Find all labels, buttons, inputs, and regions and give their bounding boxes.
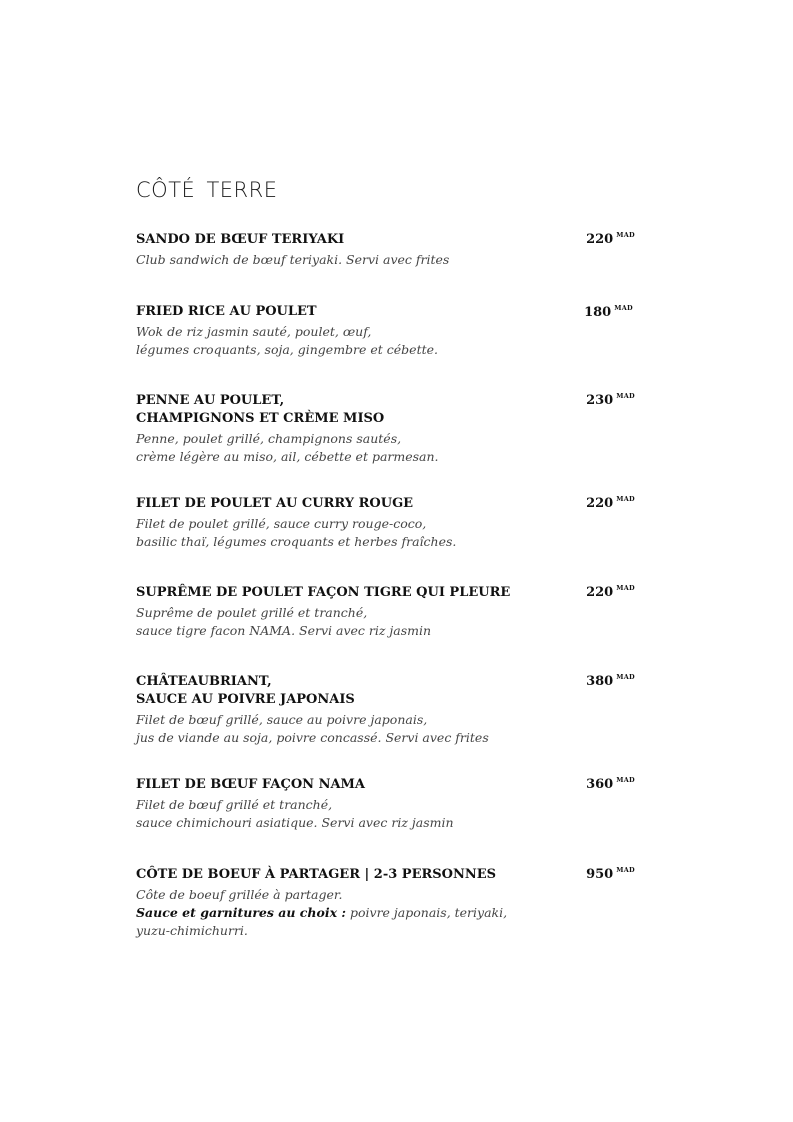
price-value: 230 bbox=[586, 393, 614, 408]
item-description-line: Filet de bœuf grillé et tranché, bbox=[136, 797, 333, 812]
item-name-line: CHÂTEAUBRIANT, bbox=[136, 674, 272, 689]
item-price bbox=[584, 304, 633, 323]
item-price bbox=[586, 231, 635, 250]
item-description-line: Club sandwich de bœuf teriyaki. Servi avec frites bbox=[136, 252, 450, 267]
item-description-line: sauce tigre facon NAMA. Servi avec riz jasmin bbox=[136, 623, 432, 638]
currency-label: MAD bbox=[616, 673, 635, 681]
item-price bbox=[586, 866, 635, 885]
item-name bbox=[136, 392, 536, 428]
item-name-line: FILET DE BŒUF FAÇON NAMA bbox=[136, 777, 366, 792]
item-name-line: CÔTE DE BOEUF À PARTAGER | 2-3 PERSONNES bbox=[136, 867, 497, 882]
item-description-line: basilic thaï, légumes croquants et herbes fraîches. bbox=[136, 534, 457, 549]
item-description bbox=[136, 323, 556, 359]
item-description-line: crème légère au miso, ail, cébette et parmesan. bbox=[136, 449, 439, 464]
menu-item bbox=[136, 392, 661, 466]
item-description bbox=[136, 604, 556, 640]
item-description-line: Penne, poulet grillé, champignons sautés, bbox=[136, 431, 402, 446]
item-name-line: SAUCE AU POIVRE JAPONAIS bbox=[136, 692, 355, 707]
currency-label: MAD bbox=[616, 495, 635, 503]
item-name-line: FRIED RICE AU POULET bbox=[136, 304, 317, 319]
menu-item bbox=[136, 673, 661, 747]
item-description-line: Côte de boeuf grillée à partager. bbox=[136, 887, 343, 902]
item-description bbox=[136, 251, 556, 269]
item-description bbox=[136, 711, 556, 747]
item-name-line: PENNE AU POULET, bbox=[136, 393, 285, 408]
price-value: 180 bbox=[584, 305, 612, 320]
item-description-line: légumes croquants, soja, gingembre et cébette. bbox=[136, 342, 439, 357]
item-description bbox=[136, 515, 556, 551]
item-description bbox=[136, 430, 556, 466]
item-price bbox=[586, 776, 635, 795]
item-name bbox=[136, 866, 556, 884]
item-description-line: sauce chimichouri asiatique. Servi avec riz jasmin bbox=[136, 815, 454, 830]
section-title: CÔTÉ TERRE bbox=[136, 178, 278, 202]
item-name bbox=[136, 673, 536, 709]
item-description-line: Suprême de poulet grillé et tranché, bbox=[136, 605, 368, 620]
item-description-line: yuzu-chimichurri. bbox=[136, 923, 248, 938]
menu-item bbox=[136, 303, 661, 359]
item-description-line: Filet de bœuf grillé, sauce au poivre japonais, bbox=[136, 712, 428, 727]
item-description-line bbox=[136, 904, 556, 922]
item-description-line: Wok de riz jasmin sauté, poulet, œuf, bbox=[136, 324, 372, 339]
menu-item bbox=[136, 584, 661, 640]
currency-label: MAD bbox=[616, 392, 635, 400]
item-name bbox=[136, 303, 536, 321]
item-description-line: jus de viande au soja, poivre concassé. Servi avec frites bbox=[136, 730, 489, 745]
item-name bbox=[136, 584, 556, 602]
item-description bbox=[136, 796, 556, 832]
price-value: 950 bbox=[586, 867, 614, 882]
item-price bbox=[586, 584, 635, 603]
currency-label: MAD bbox=[614, 304, 633, 312]
item-name-line: SANDO DE BŒUF TERIYAKI bbox=[136, 232, 345, 247]
menu-item bbox=[136, 866, 661, 940]
item-name-line: FILET DE POULET AU CURRY ROUGE bbox=[136, 496, 414, 511]
item-description-line: Filet de poulet grillé, sauce curry rouge-coco, bbox=[136, 516, 427, 531]
price-value: 220 bbox=[586, 496, 614, 511]
item-name-line: CHAMPIGNONS ET CRÈME MISO bbox=[136, 411, 385, 426]
item-price bbox=[586, 392, 635, 411]
menu-item bbox=[136, 776, 661, 832]
item-price bbox=[586, 495, 635, 514]
menu-item bbox=[136, 495, 661, 551]
item-description-emphasis: Sauce et garnitures au choix : bbox=[136, 905, 347, 920]
item-name bbox=[136, 231, 536, 249]
price-value: 380 bbox=[586, 674, 614, 689]
currency-label: MAD bbox=[616, 231, 635, 239]
price-value: 220 bbox=[586, 232, 614, 247]
item-name bbox=[136, 776, 536, 794]
price-value: 360 bbox=[586, 777, 614, 792]
currency-label: MAD bbox=[616, 776, 635, 784]
price-value: 220 bbox=[586, 585, 614, 600]
item-price bbox=[586, 673, 635, 692]
item-name-line: SUPRÊME DE POULET FAÇON TIGRE QUI PLEURE bbox=[136, 585, 511, 600]
item-description-text: poivre japonais, teriyaki, bbox=[346, 905, 508, 920]
item-description bbox=[136, 886, 556, 940]
currency-label: MAD bbox=[616, 584, 635, 592]
item-name bbox=[136, 495, 536, 513]
menu-item bbox=[136, 231, 661, 269]
currency-label: MAD bbox=[616, 866, 635, 874]
